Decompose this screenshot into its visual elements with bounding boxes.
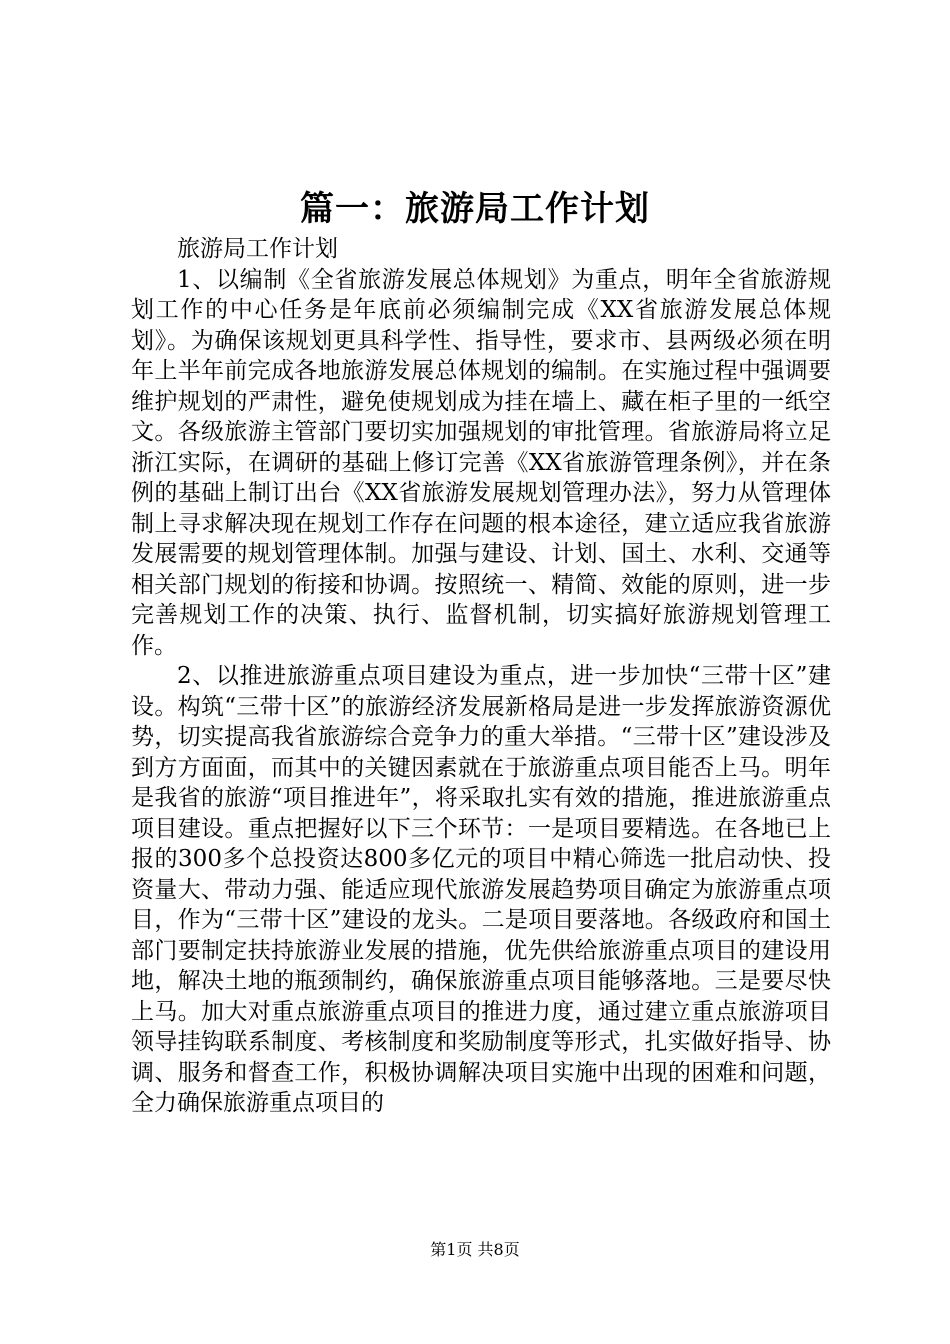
paragraph-heading: 旅游局工作计划: [177, 236, 338, 262]
paragraph-2: 2、以推进旅游重点项目建设为重点，进一步加快“三带十区”建设。构筑“三带十区”的旅游经济发展新格局是进一步发挥旅游资源优势，切实提高我省旅游综合竞争力的重大举措。“三带十区”建设涉及到方方面面，而其中的关键因素就在于旅游重点项目能否上马。明年是我省的旅游“项目推进年”，将采取扎实有效的措施，推进旅游重点项目建设。重点把握好以下三个环节：一是项目要精选。在各地已上报的300多个总投资达800多亿元的项目中精心筛选一批启动快、投资量大、带动力强、能适应现代旅游发展趋势项目确定为旅游重点项目，作为“三带十区”建设的龙头。二是项目要落地。各级政府和国土部门要制定扶持旅游业发展的措施，优先供给旅游重点项目的建设用地，解决土地的瓶颈制约，确保旅游重点项目能够落地。三是要尽快上马。加大对重点旅游重点项目的推进力度，通过建立重点旅游项目领导挂钩联系制度、考核制度和奖励制度等形式，扎实做好指导、协调、服务和督查工作，积极协调解决项目实施中出现的困难和问题，全力确保旅游重点项目的: [131, 663, 831, 1116]
paragraph-1: 1、以编制《全省旅游发展总体规划》为重点，明年全省旅游规划工作的中心任务是年底前必须编制完成《XX省旅游发展总体规划》。为确保该规划更具科学性、指导性，要求市、县两级必须在明年上半年前完成各地旅游发展总体规划的编制。在实施过程中强调要维护规划的严肃性，避免使规划成为挂在墙上、藏在柜子里的一纸空文。各级旅游主管部门要切实加强规划的审批管理。省旅游局将立足浙江实际，在调研的基础上修订完善《XX省旅游管理条例》，并在条例的基础上制订出台《XX省旅游发展规划管理办法》，努力从管理体制上寻求解决现在规划工作存在问题的根本途径，建立适应我省旅游发展需要的规划管理体制。加强与建设、计划、国土、水利、交通等相关部门规划的衔接和协调。按照统一、精简、效能的原则，进一步完善规划工作的决策、执行、监督机制，切实搞好旅游规划管理工作。: [131, 266, 831, 659]
document-title: 篇一：旅游局工作计划: [300, 189, 650, 229]
document-body: [131, 234, 831, 1119]
page-footer: 第1页 共8页: [430, 1240, 520, 1259]
